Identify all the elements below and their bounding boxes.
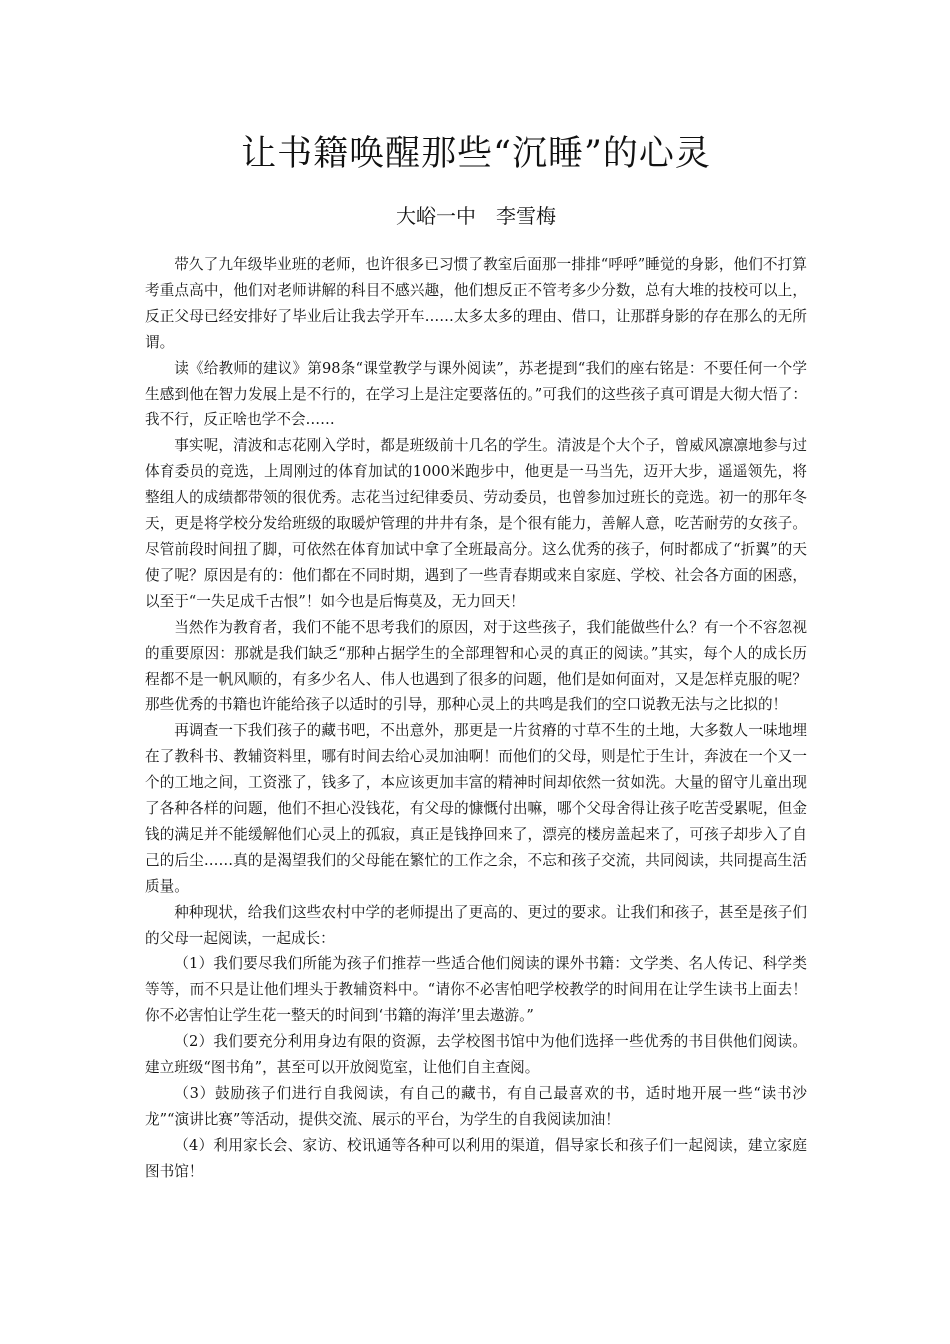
paragraph-5: 再调查一下我们孩子的藏书吧，不出意外，那更是一片贫瘠的寸草不生的土地，大多数人一味地埋在了教科书、教辅资料里，哪有时间去给心灵加油啊！而他们的父母，则是忙于生计，奔波在一个又一个的工地之间，工资涨了，钱多了，本应该更加丰富的精神时间却依然一贫如洗。大量的留守儿童出现了各种各样的问题，他们不担心没钱花，有父母的慷慨付出嘛，哪个父母舍得让孩子吃苦受累呢，但金钱的满足并不能缓解他们心灵上的孤寂，真正是钱挣回来了，漂亮的楼房盖起来了，可孩子却步入了自己的后尘……真的是渴望我们的父母能在繁忙的工作之余，不忘和孩子交流，共同阅读，共同提高生活质量。 — [145, 722, 807, 895]
article-body — [145, 252, 807, 1185]
byline — [145, 202, 807, 230]
document-page — [145, 120, 807, 1185]
paragraph-4: 当然作为教育者，我们不能不思考我们的原因，对于这些孩子，我们能做些什么？有一个不容忽视的重要原因：那就是我们缺乏“那种占据学生的全部理智和心灵的真正的阅读。”其实，每个人的成长历程都不是一帆风顺的，有多少名人、伟人也遇到了很多的问题，他们是如何面对，又是怎样克服的呢？那些优秀的书籍也许能给孩子以适时的引导，那种心灵上的共鸣是我们的空口说教无法与之比拟的！ — [145, 618, 807, 714]
paragraph-3: 事实呢，清波和志花刚入学时，都是班级前十几名的学生。清波是个大个子，曾威风凛凛地参与过体育委员的竞选，上周刚过的体育加试的1000米跑步中，他更是一马当先，迈开大步，遥遥领先，将整组人的成绩都带领的很优秀。志花当过纪律委员、劳动委员，也曾参加过班长的竞选。初一的那年冬天，更是将学校分发给班级的取暖炉管理的井井有条，是个很有能力，善解人意，吃苦耐劳的女孩子。尽管前段时间扭了脚，可依然在体育加试中拿了全班最高分。这么优秀的孩子，何时都成了“折翼”的天使了呢？原因是有的：他们都在不同时期，遇到了一些青春期或来自家庭、学校、社会各方面的困惑，以至于“一失足成千古恨”！如今也是后悔莫及，无力回天！ — [145, 437, 807, 610]
school-name: 大峪一中 — [396, 204, 476, 228]
paragraph-2: 读《给教师的建议》第98条“课堂教学与课外阅读”，苏老提到“我们的座右铭是：不要任何一个学生感到他在智力发展上是不行的，在学习上是注定要落伍的。”可我们的这些孩子真可谓是大彻大悟了：我不行，反正啥也学不会…… — [145, 359, 807, 429]
list-item-4: （4）利用家长会、家访、校讯通等各种可以利用的渠道，倡导家长和孩子们一起阅读，建立家庭图书馆！ — [145, 1136, 807, 1180]
list-item-3: （3）鼓励孩子们进行自我阅读，有自己的藏书，有自己最喜欢的书，适时地开展一些“读书沙龙”“演讲比赛”等活动，提供交流、展示的平台，为学生的自我阅读加油！ — [145, 1085, 807, 1128]
list-item-1: （1）我们要尽我们所能为孩子们推荐一些适合他们阅读的课外书籍：文学类、名人传记、科学类等等，而不只是让他们埋头于教辅资料中。“请你不必害怕吧学校教学的时间用在让学生读书上面去！你不必害怕让学生花一整天的时间到‘书籍的海洋’里去遨游。” — [145, 955, 807, 1025]
paragraph-1: 带久了九年级毕业班的老师，也许很多已习惯了教室后面那一排排“呼呼”睡觉的身影，他们不打算考重点高中，他们对老师讲解的科目不感兴趣，他们想反正不管考多少分数，总有大堆的技校可以上，反正父母已经安排好了毕业后让我去学开车……太多太多的理由、借口，让那群身影的存在那么的无所谓。 — [145, 256, 807, 351]
article-title: 让书籍唤醒那些“沉睡”的心灵 — [241, 134, 711, 174]
author-name: 李雪梅 — [496, 204, 556, 228]
list-item-2: （2）我们要充分利用身边有限的资源，去学校图书馆中为他们选择一些优秀的书目供他们阅读。建立班级“图书角”，甚至可以开放阅览室，让他们自主查阅。 — [145, 1033, 807, 1077]
paragraph-6: 种种现状，给我们这些农村中学的老师提出了更高的、更过的要求。让我们和孩子，甚至是孩子们的父母一起阅读，一起成长： — [145, 903, 807, 947]
